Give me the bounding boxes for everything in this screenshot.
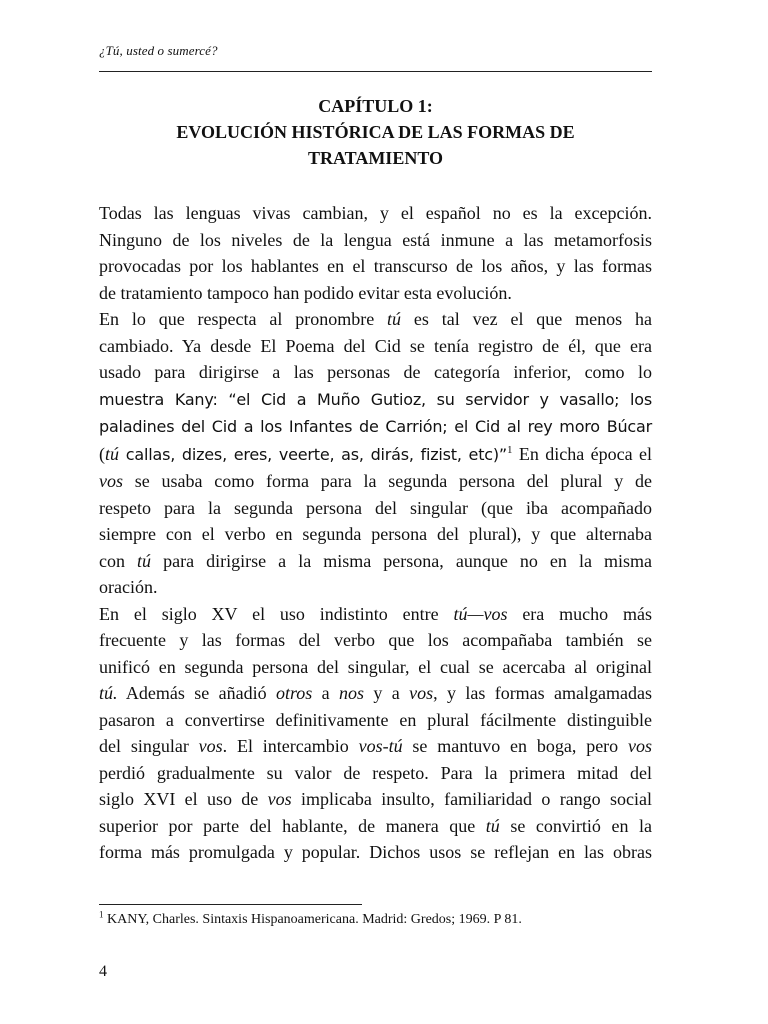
text-line: perdió gradualmente su valor de respeto. Para la primera mitad del xyxy=(99,762,652,783)
text-line: Todas las lenguas vivas cambian, y el español no es la excepción. xyxy=(99,203,652,223)
text-line: unificó en segunda persona del singular, el cual se acercaba al original xyxy=(99,656,652,677)
emphasis: tú xyxy=(387,309,402,329)
text-line: superior por parte del hablante, de manera que tú se convirtió en la xyxy=(99,815,652,836)
emphasis: nos xyxy=(339,683,365,703)
text-line xyxy=(99,413,652,441)
emphasis: tú xyxy=(105,443,120,464)
quote-attribution: muestra Kany: xyxy=(99,389,218,409)
text-line: de tratamiento tampoco han podido evitar esta evolución. xyxy=(99,282,512,303)
text-line: usado para dirigirse a las personas de categoría inferior, como lo xyxy=(99,362,652,382)
text-line: En el siglo XV el uso indistinto entre tú—vos era mucho más xyxy=(99,603,652,624)
text-line: pasaron a convertirse definitivamente en plural fácilmente distinguible xyxy=(99,709,652,730)
quotation: callas, dizes, eres, veerte, as, dirás, fizist, etc)” xyxy=(119,444,507,464)
text-line xyxy=(99,386,652,414)
paragraph-3 xyxy=(99,601,652,866)
text-line: tú. Además se añadió otros a nos y a vos, y las formas amalgamadas xyxy=(99,683,652,703)
emphasis: otros xyxy=(275,683,313,703)
quotation: “el Cid a Muño Gutioz, su servidor y vasallo; los xyxy=(217,389,652,409)
emphasis: vos xyxy=(628,736,653,756)
quotation: paladines del Cid a los Infantes de Carrión; el Cid al rey moro Búcar xyxy=(99,417,652,436)
chapter-title-line-1: EVOLUCIÓN HISTÓRICA DE LAS FORMAS DE xyxy=(176,122,575,142)
emphasis: tú xyxy=(485,815,500,836)
text-line: forma más promulgada y popular. Dichos usos se reflejan en las obras xyxy=(99,842,652,862)
emphasis: tú—vos xyxy=(453,603,508,624)
emphasis: tú xyxy=(137,550,152,571)
footnote-marker: 1 xyxy=(99,909,104,920)
emphasis: vos xyxy=(198,736,223,756)
running-header: ¿Tú, usted o sumercé? xyxy=(99,43,218,58)
text-line: (tú callas, dizes, eres, veerte, as, dirás, fizist, etc)”$^1$ En dicha época el xyxy=(99,443,653,464)
chapter-heading xyxy=(99,93,652,171)
text-line: oración. xyxy=(99,577,158,597)
body-text xyxy=(99,200,652,866)
emphasis: tú. xyxy=(99,683,118,703)
text-line: del singular vos. El intercambio vos-tú se mantuvo en boga, pero vos xyxy=(99,736,653,756)
text-line: siglo XVI el uso de vos implicaba insulto, familiaridad o rango social xyxy=(99,789,652,809)
footnote xyxy=(99,909,522,928)
text-line: con tú para dirigirse a la misma persona, aunque no en la misma xyxy=(99,550,652,571)
emphasis: vos xyxy=(99,471,123,491)
text-line: siempre con el verbo en segunda persona del plural), y que alternaba xyxy=(99,524,652,544)
text-line: provocadas por los hablantes en el transcurso de los años, y las formas xyxy=(99,256,652,276)
text-line: cambiado. Ya desde El Poema del Cid se tenía registro de él, que era xyxy=(99,335,652,356)
emphasis: vos xyxy=(409,683,434,703)
text-line: respeto para la segunda persona del singular (que iba acompañado xyxy=(99,497,652,518)
text-line: En lo que respecta al pronombre tú es tal vez el que menos ha xyxy=(99,309,652,329)
paragraph-2 xyxy=(99,306,652,601)
emphasis: vos-tú xyxy=(358,736,403,756)
text-line: Ninguno de los niveles de la lengua está inmune a las metamorfosis xyxy=(99,229,652,250)
text-line: vos se usaba como forma para la segunda persona del plural y de xyxy=(99,471,652,491)
paragraph-1 xyxy=(99,200,652,306)
footnote-divider xyxy=(99,904,362,905)
chapter-number: CAPÍTULO 1: xyxy=(318,96,433,116)
chapter-title-line-2: TRATAMIENTO xyxy=(307,148,444,168)
header-divider xyxy=(99,71,652,72)
text-line: frecuente y las formas del verbo que los acompañaba también se xyxy=(99,630,652,650)
page-number: 4 xyxy=(99,963,107,980)
footnote-text: KANY, Charles. Sintaxis Hispanoamericana. Madrid: Gredos; 1969. P 81. xyxy=(103,912,522,927)
footnote-reference[interactable]: 1 xyxy=(507,443,513,456)
emphasis: vos xyxy=(267,789,292,809)
